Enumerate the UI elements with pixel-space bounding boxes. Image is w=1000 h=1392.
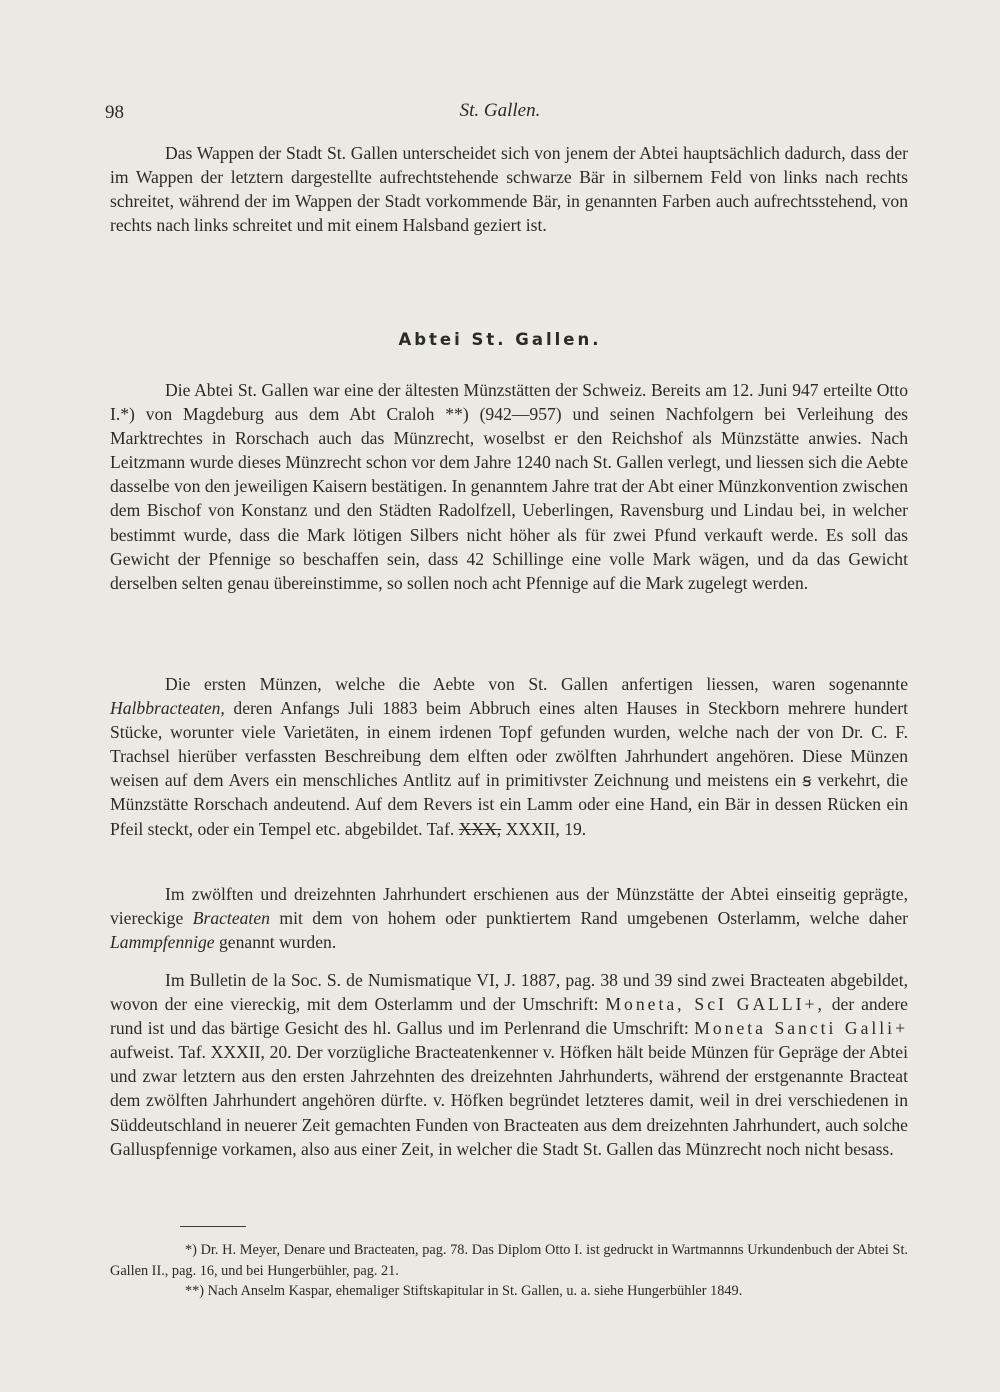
paragraph-1-text: Das Wappen der Stadt St. Gallen unterscheidet sich von jenem der Abtei hauptsächlich dadurch, dass der im Wappen der letztern dargestellte aufrechtstehende schwarze Bär in silbernem Feld von links nach rechts schreitet, während der im Wappen der Stadt vorkommende Bär, in genannten Farben auch aufrechtsstehend, von rechts nach links schreitet und mit einem Halsband geziert ist. [110, 143, 908, 236]
page-number: 98 [105, 102, 124, 123]
running-title: St. Gallen. [459, 100, 541, 121]
footnote-2: **) Nach Anselm Kaspar, ehemaliger Stiftskapitular in St. Gallen, u. a. siehe Hungerbühler 1849. [185, 1283, 743, 1299]
paragraph-4-italic-2: Lammpfennige [110, 932, 215, 953]
paragraph-3-part-1: Die ersten Münzen, welche die Aebte von St. Gallen anfertigen liessen, waren sogenannte [165, 674, 908, 694]
paragraph-5-part-1: Im Bulletin de la Soc. S. de Numismatique VI, J. 1887, pag. 38 und 39 sind zwei Bracteaten abgebildet, wovon der eine viereckig, mit dem Osterlamm und der Umschrift: [110, 970, 908, 1015]
paragraph-4-italic-1: Bracteaten [192, 908, 270, 929]
paragraph-4-part-1: Im zwölften und dreizehnten Jahrhundert erschienen aus der Münzstätte der Abtei einseitig geprägte, viereckige [110, 884, 908, 929]
paragraph-bulletin [110, 968, 908, 1161]
paragraph-5-part-3: aufweist. Taf. XXXII, 20. Der vorzügliche Bracteatenkenner v. Höfken hält beide Münzen für Gepräge der Abtei und zwar letztern aus den ersten Jahrzehnten des dreizehnten Jahrhunderts, während der erstgenannte Bracteat dem zwölften Jahrhundert angehören dürfte. v. Höfken begründet letzteres damit, weil in drei verschiedenen in Süddeutschland in neuerer Zeit gemachten Funden von Bracteaten aus dem dreizehnten Jahrhundert, auch solche Galluspfennige vorkamen, also aus einer Zeit, in welcher die Stadt St. Gallen das Münzrecht noch nicht besass. [110, 1042, 908, 1159]
paragraph-first-coins [110, 672, 908, 841]
footnote-divider [180, 1226, 246, 1227]
paragraph-4-part-3: genannt wurden. [214, 932, 337, 953]
paragraph-3-part-3: XXXII, 19. [501, 818, 587, 839]
paragraph-city-arms [110, 141, 908, 237]
paragraph-lammpfennige [110, 882, 908, 954]
paragraph-3-part-2: deren Anfangs Juli 1883 beim Abbruch eines alten Hauses in Steckborn mehrere hundert Stücke, worunter viele Varietäten, in einem irdenen Topf gefunden wurden, welche nach der von Dr. C. F. Trachsel hierüber verfassten Beschreibung dem elften oder zwölften Jahrhundert angehören. Diese Münzen weisen auf dem Avers ein menschliches Antlitz auf in primitivster Zeichnung und meistens ein ꞩ verkehrt, die Münzstätte Rorschach andeutend. Auf dem Revers ist ein Lamm oder eine Hand, ein Bär in dessen Rücken ein Pfeil steckt, oder ein Tempel etc. abgebildet. Taf. [110, 698, 908, 839]
page-header [0, 98, 1000, 128]
paragraph-2-text: Die Abtei St. Gallen war eine der ältesten Münzstätten der Schweiz. Bereits am 12. Juni 947 erteilte Otto I.*) von Magdeburg aus dem Abt Craloh **) (942—957) und seinen Nachfolgern bei Verleihung des Marktrechtes in Rorschach auch das Münzrecht, woselbst er den Reichshof als Münzstätte anwies. Nach Leitzmann wurde dieses Münzrecht schon vor dem Jahre 1240 nach St. Gallen verlegt, und liessen sich die Aebte dasselbe von den jeweiligen Kaisern bestätigen. In genanntem Jahre trat der Abt einer Münzkonvention zwischen dem Bischof von Konstanz und den Städten Radolfzell, Ueberlingen, Ravensburg und Lindau bei, in welcher bestimmt wurde, dass die Mark lötigen Silbers nicht höher als für zwei Pfund verkauft werde. Es soll das Gewicht der Pfennige so beschaffen sein, dass 42 Schillinge eine volle Mark wägen, und da das Gewicht derselben selten genau übereinstimme, so sollen noch acht Pfennige auf die Mark zugelegt werden. [110, 380, 908, 593]
footnote-1: *) Dr. H. Meyer, Denare und Bracteaten, pag. 78. Das Diplom Otto I. ist gedruckt in Wartmannns Urkundenbuch der Abtei St. Gallen II., pag. 16, und bei Hungerbühler, pag. 21. [110, 1242, 908, 1279]
paragraph-3-italic: Halbbracteaten, [110, 698, 225, 719]
paragraph-4-part-2: mit dem von hohem oder punktiertem Rand umgebenen Osterlamm, welche daher [269, 908, 908, 929]
paragraph-5-inscription-2: Moneta Sancti Galli+ [694, 1018, 908, 1039]
paragraph-5-inscription-1: Moneta, ScI GALLI+, [605, 994, 825, 1015]
paragraph-5-part-2: der andere rund ist und das bärtige Gesicht des hl. Gallus und im Perlenrand die Umschrift: [110, 994, 908, 1039]
paragraph-abbey-history [110, 378, 908, 595]
paragraph-3-struck-reference: XXX, [458, 818, 502, 839]
section-heading: Abtei St. Gallen. [398, 330, 602, 349]
footnotes [110, 1240, 908, 1302]
